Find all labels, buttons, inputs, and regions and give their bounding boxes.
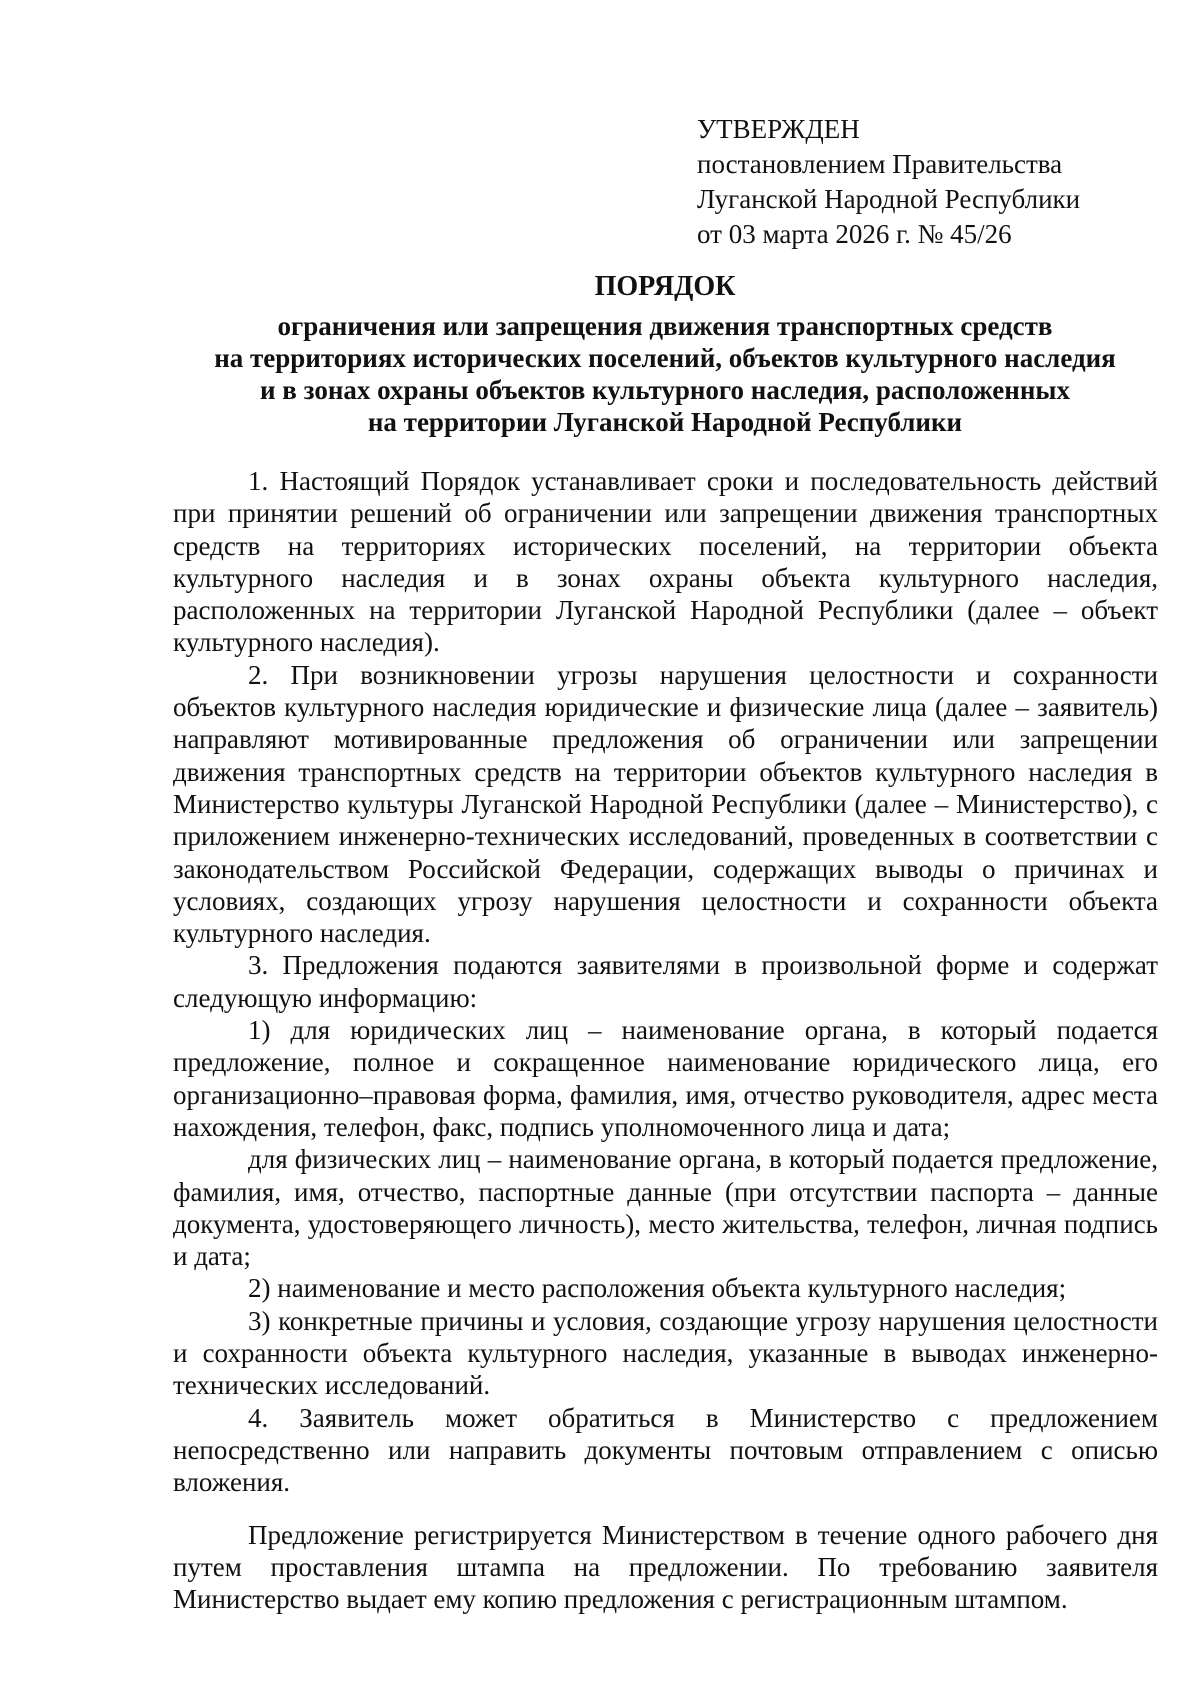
paragraph-4-registration: Предложение регистрируется Министерством в течение одного рабочего дня путем проставления штампа на предложении. По требованию заявителя Министерство выдает ему копию предложения с регистрационным штампом.	[173, 1519, 1158, 1615]
paragraph-3-item-1-individual: для физических лиц – наименование органа, в который подается предложение, фамилия, имя, отчество, паспортные данные (при отсутствии паспорта – данные документа, удостоверяющего личность), место жительства, телефон, личная подпись и дата;	[173, 1144, 1158, 1272]
approval-line-resolution: постановлением Правительства	[697, 149, 1063, 179]
approval-line-approved: УТВЕРЖДЕН	[697, 114, 860, 144]
title-main: ПОРЯДОК	[594, 271, 736, 302]
approval-stamp	[697, 112, 1177, 252]
paragraph-3-item-3: 3) конкретные причины и условия, создающие угрозу нарушения целостности и сохранности объекта культурного наследия, указанные в выводах инженерно-технических исследований.	[173, 1305, 1158, 1401]
paragraph-3-item-1-legal: 1) для юридических лиц – наименование органа, в который подается предложение, полное и сокращенное наименование юридического лица, его организационно–правовая форма, фамилия, имя, отчество руководителя, адрес места нахождения, телефон, факс, подпись уполномоченного лица и дата;	[173, 1015, 1158, 1142]
approval-line-republic: Луганской Народной Республики	[697, 184, 1081, 214]
title-subtitle-line: и в зонах охраны объектов культурного наследия, расположенных	[260, 375, 1070, 405]
title-subtitle-line: на территории Луганской Народной Республики	[367, 407, 963, 437]
paragraph-3-item-2: 2) наименование и место расположения объекта культурного наследия;	[248, 1273, 1067, 1304]
title-subtitle	[150, 310, 1180, 438]
paragraph-2: 2. При возникновении угрозы нарушения целостности и сохранности объектов культурного наследия юридические и физические лица (далее – заявитель) направляют мотивированные предложения об ограничении или запрещении движения транспортных средств на территории объектов культурного наследия в Министерство культуры Луганской Народной Республики (далее – Министерство), с приложением инженерно-технических исследований, проведенных в соответствии с законодательством Российской Федерации, содержащих выводы о причинах и условиях, создающих угрозу нарушения целостности и сохранности объекта культурного наследия.	[173, 659, 1158, 949]
paragraph-1: 1. Настоящий Порядок устанавливает сроки и последовательность действий при принятии решений об ограничении или запрещении движения транспортных средств на территориях исторических поселений, на территории объекта культурного наследия и в зонах охраны объекта культурного наследия, расположенных на территории Луганской Народной Республики (далее – объект культурного наследия).	[173, 466, 1158, 658]
paragraph-3: 3. Предложения подаются заявителями в произвольной форме и содержат следующую информацию:	[173, 950, 1158, 1013]
approval-line-date-number: от 03 марта 2026 г. № 45/26	[697, 219, 1012, 249]
document-title	[150, 270, 1180, 438]
document-body	[173, 465, 1158, 1615]
title-subtitle-line: ограничения или запрещения движения транспортных средств	[277, 311, 1053, 341]
paragraph-4: 4. Заявитель может обратиться в Министерство с предложением непосредственно или направить документы почтовым отправлением с описью вложения.	[173, 1402, 1158, 1498]
title-subtitle-line: на территориях исторических поселений, объектов культурного наследия	[214, 343, 1116, 373]
